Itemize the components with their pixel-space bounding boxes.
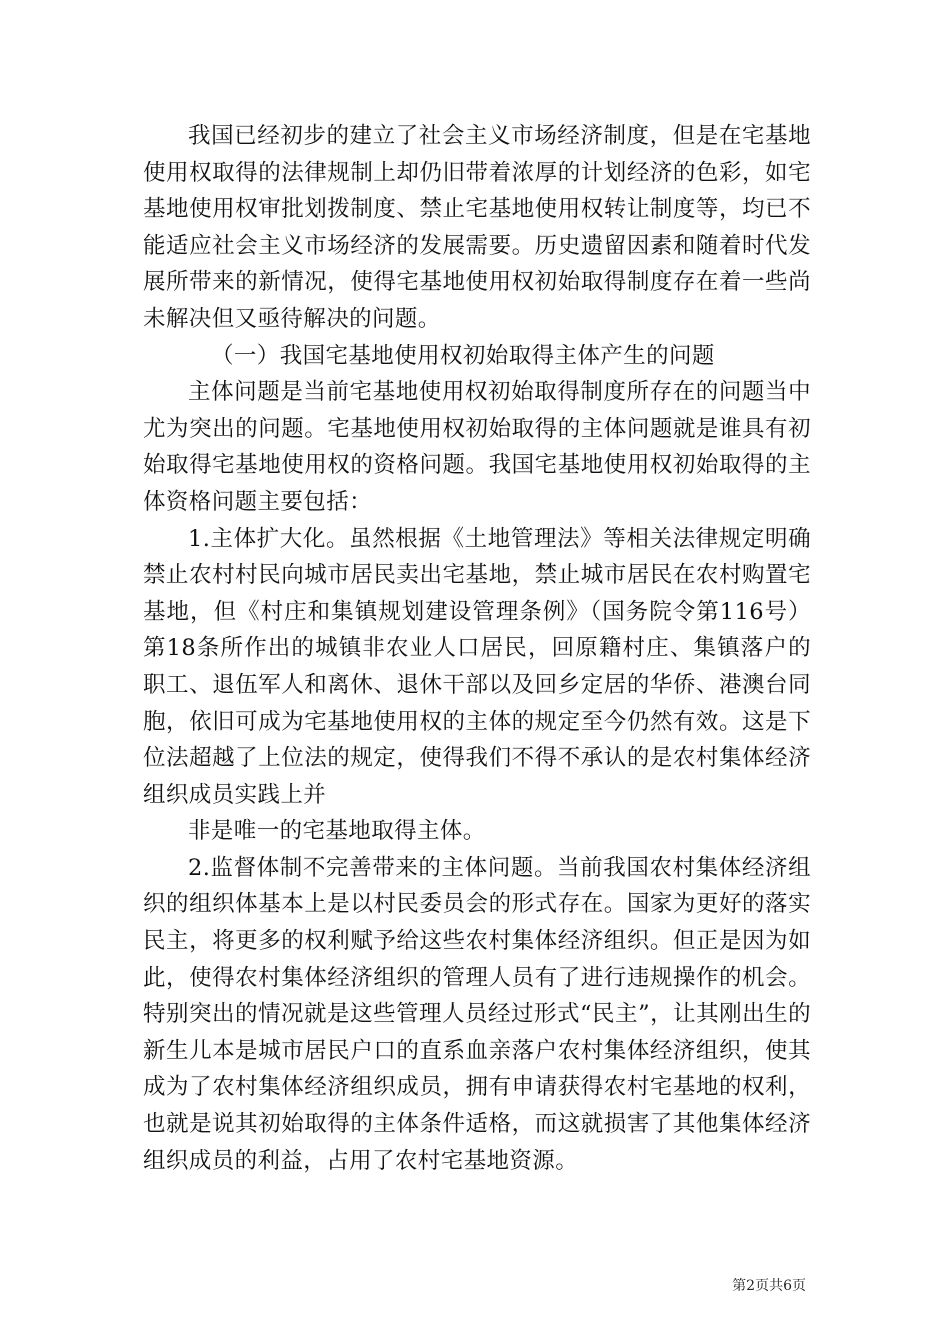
section-heading: （一）我国宅基地使用权初始取得主体产生的问题: [211, 342, 715, 369]
document-body: [143, 118, 811, 1179]
page-number-footer: 第2页共6页: [732, 1278, 806, 1294]
paragraph-point-1-continued: 非是唯一的宅基地取得主体。: [188, 818, 486, 845]
paragraph-point-1: 1.主体扩大化。虽然根据《土地管理法》等相关法律规定明确禁止农村村民向城市居民卖出宅基地，禁止城市居民在农村购置宅基地，但《村庄和集镇规划建设管理条例》（国务院令第116号）第18条所作出的城镇非农业人口居民，回原籍村庄、集镇落户的职工、退伍军人和离休、退休干部以及回乡定居的华侨、港澳台同胞，依旧可成为宅基地使用权的主体的规定至今仍然有效。这是下位法超越了上位法的规定，使得我们不得不承认的是农村集体经济组织成员实践上并: [143, 525, 811, 808]
paragraph-intro: 我国已经初步的建立了社会主义市场经济制度，但是在宅基地使用权取得的法律规制上却仍旧带着浓厚的计划经济的色彩，如宅基地使用权审批划拨制度、禁止宅基地使用权转让制度等，均已不能适应社会主义市场经济的发展需要。历史遗留因素和随着时代发展所带来的新情况，使得宅基地使用权初始取得制度存在着一些尚未解决但又亟待解决的问题。: [143, 123, 811, 332]
paragraph-subject-issue: 主体问题是当前宅基地使用权初始取得制度所存在的问题当中尤为突出的问题。宅基地使用权初始取得的主体问题就是谁具有初始取得宅基地使用权的资格问题。我国宅基地使用权初始取得的主体资格问题主要包括：: [143, 379, 811, 515]
paragraph-point-2: 2.监督体制不完善带来的主体问题。当前我国农村集体经济组织的组织体基本上是以村民委员会的形式存在。国家为更好的落实民主，将更多的权利赋予给这些农村集体经济组织。但正是因为如此，使得农村集体经济组织的管理人员有了进行违规操作的机会。特别突出的情况就是这些管理人员经过形式“民主”，让其刚出生的新生儿本是城市居民户口的直系血亲落户农村集体经济组织，使其成为了农村集体经济组织成员，拥有申请获得农村宅基地的权利，也就是说其初始取得的主体条件适格，而这就损害了其他集体经济组织成员的利益，占用了农村宅基地资源。: [143, 854, 811, 1174]
